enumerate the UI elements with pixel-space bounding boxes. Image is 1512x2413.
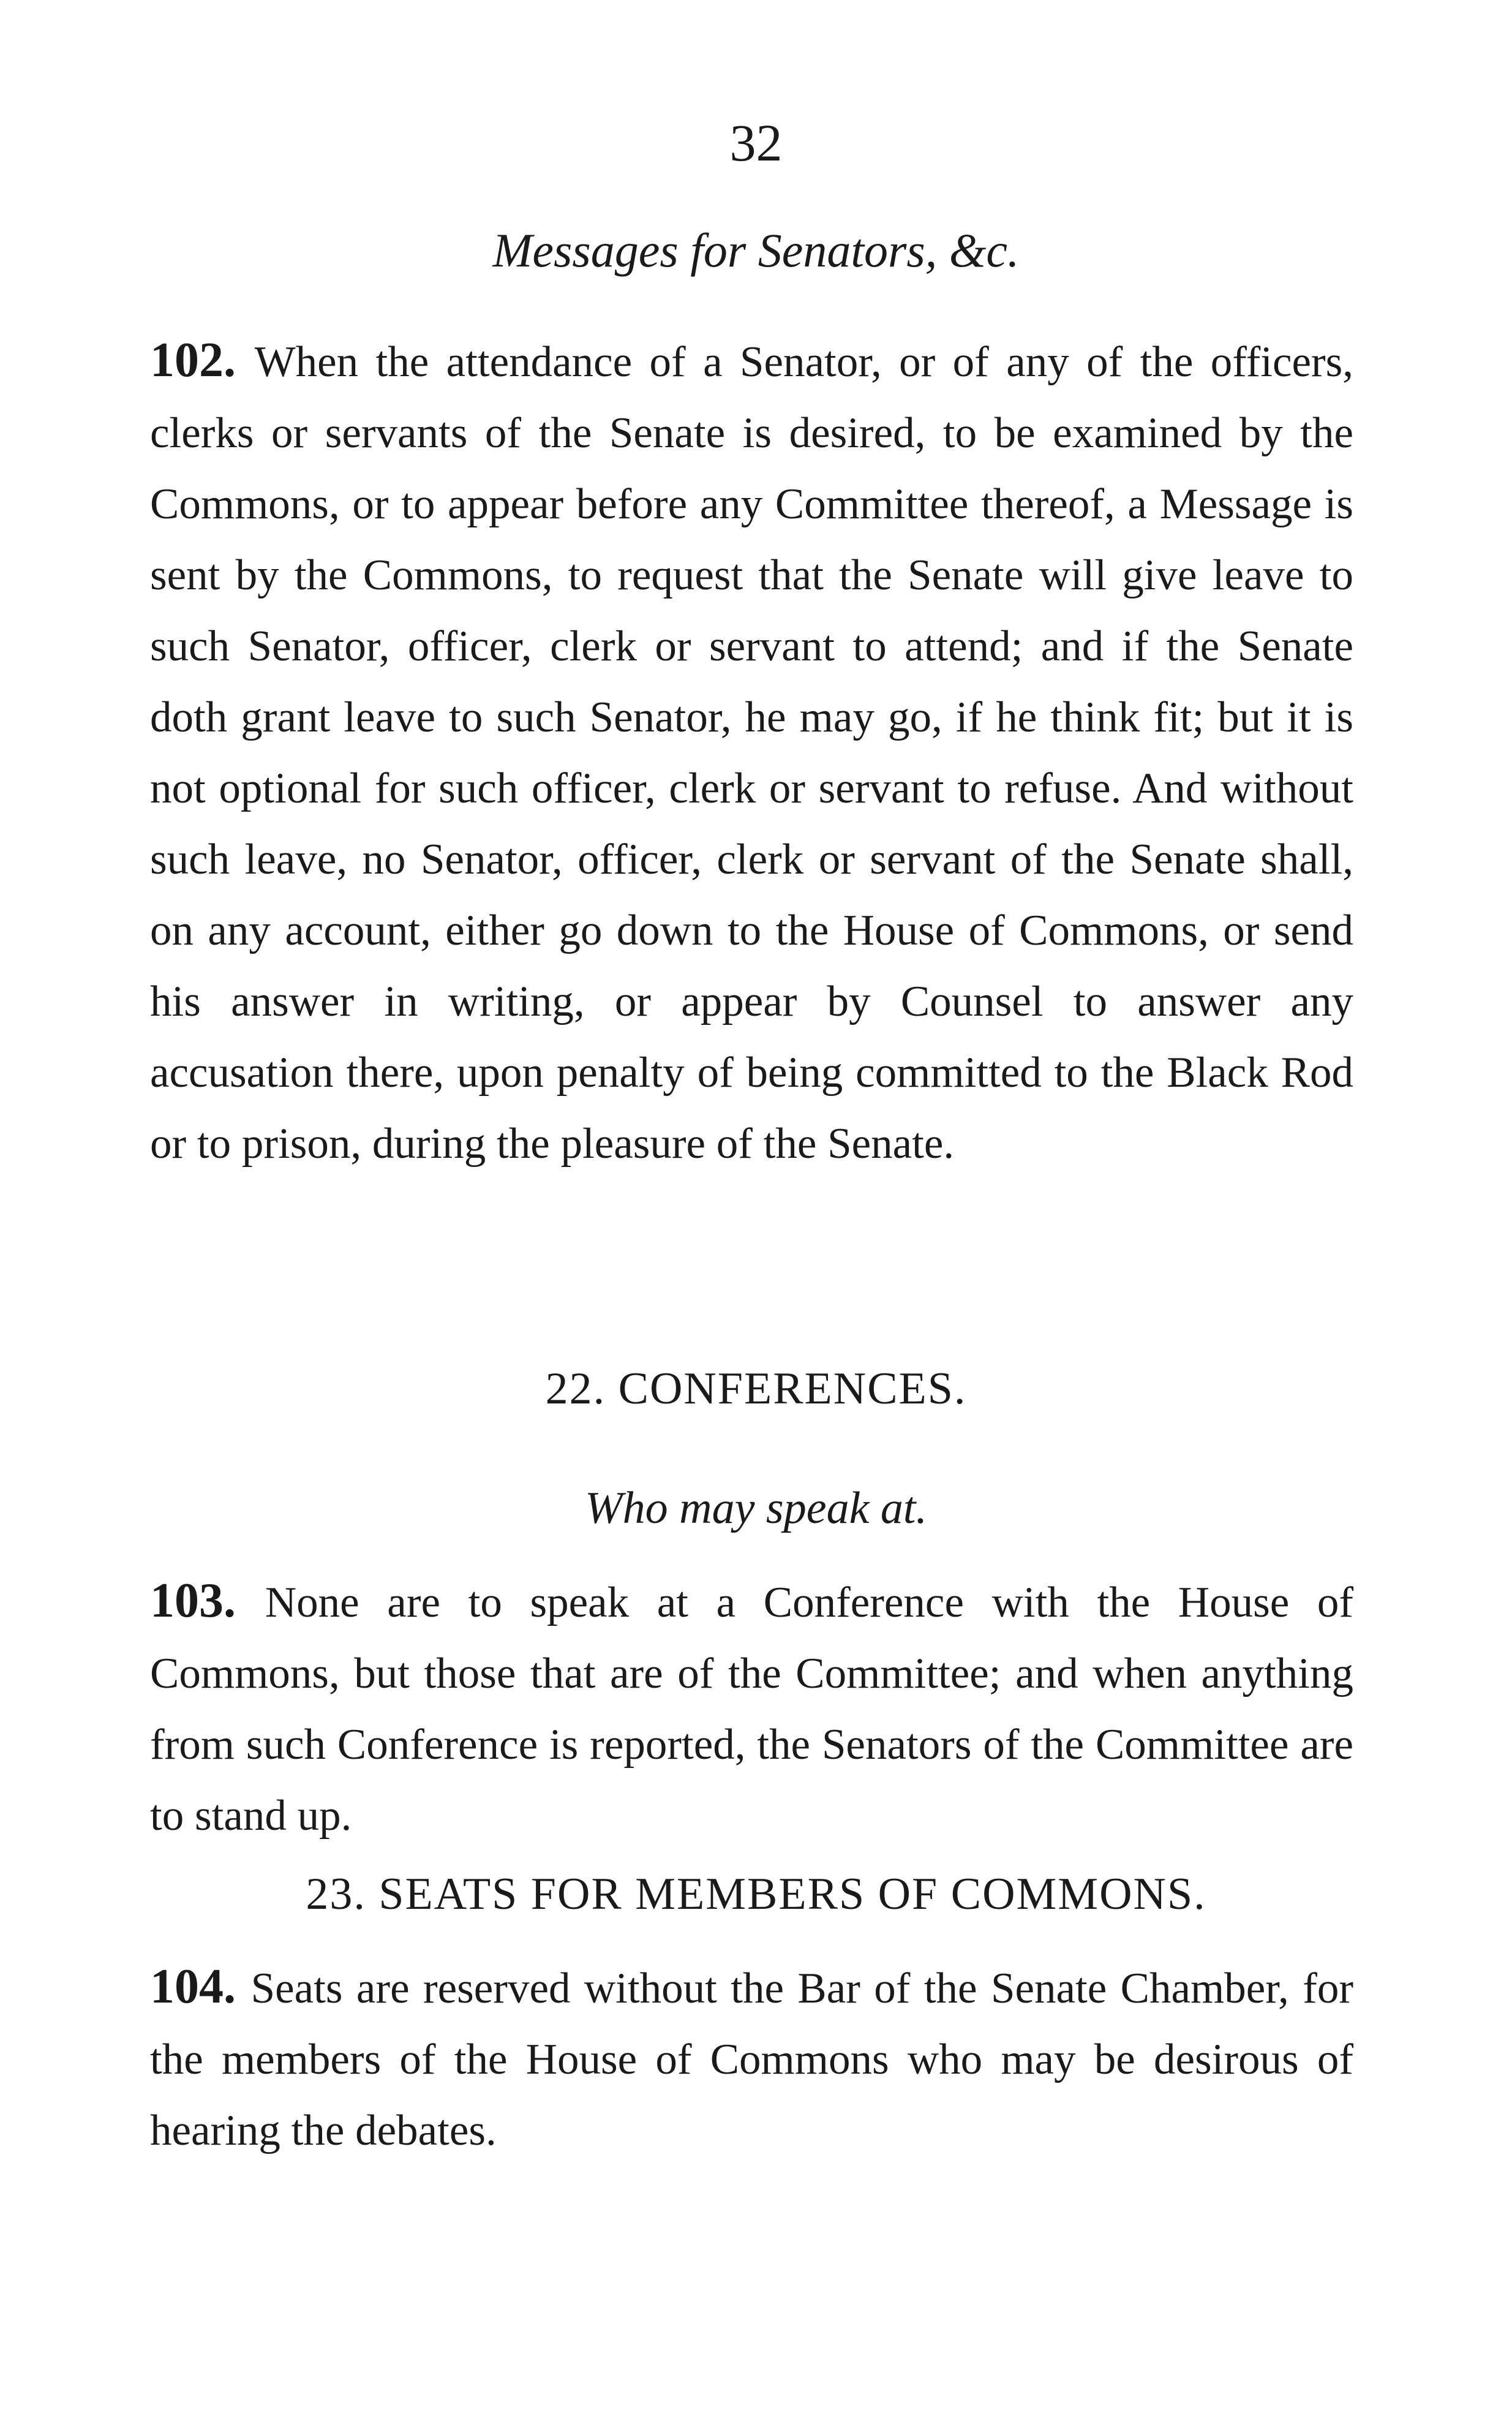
section-subheading: Who may speak at.	[585, 1483, 927, 1533]
paragraph-text: When the attendance of a Senator, or of any of the officers, clerks or servants of the Senate is desired, to be examined by the Commons, or to appear before any Committee thereof, a Message is sent by the Commons, to request that the Senate will give leave to such Senator, officer, clerk or servant to attend; and if the Senate doth grant leave to such Senator, he may go, if he think fit; but it is not optional for such officer, clerk or servant to refuse. And without such leave, no Senator, officer, clerk or servant of the Senate shall, on any account, either go down to the House of Commons, or send his answer in writing, or appear by Counsel to answer any accusation there, upon penalty of being committed to the Black Rod or to prison, during the pleasure of the Senate.	[150, 338, 1354, 1168]
paragraph-number: 102.	[150, 333, 255, 387]
paragraph-103	[150, 1565, 1353, 1851]
paragraph-number: 103.	[150, 1574, 265, 1628]
page-number: 32	[729, 113, 783, 172]
section-heading-seats: 23. SEATS FOR MEMBERS OF COMMONS.	[306, 1869, 1206, 1919]
paragraph-text: Seats are reserved without the Bar of the Senate Chamber, for the members of the House of Commons who may be desirous of hearing the debates.	[150, 1965, 1353, 2154]
paragraph-102	[150, 325, 1353, 1179]
paragraph-text: None are to speak at a Conference with the House of Commons, but those that are of the Committee; and when anything from such Conference is reported, the Senators of the Committee are to stand up.	[150, 1579, 1353, 1840]
section-heading-conferences: 22. CONFERENCES.	[545, 1364, 967, 1414]
paragraph-number: 104.	[150, 1960, 251, 2014]
paragraph-104	[150, 1951, 1353, 2166]
running-head: Messages for Senators, &c.	[492, 224, 1020, 277]
